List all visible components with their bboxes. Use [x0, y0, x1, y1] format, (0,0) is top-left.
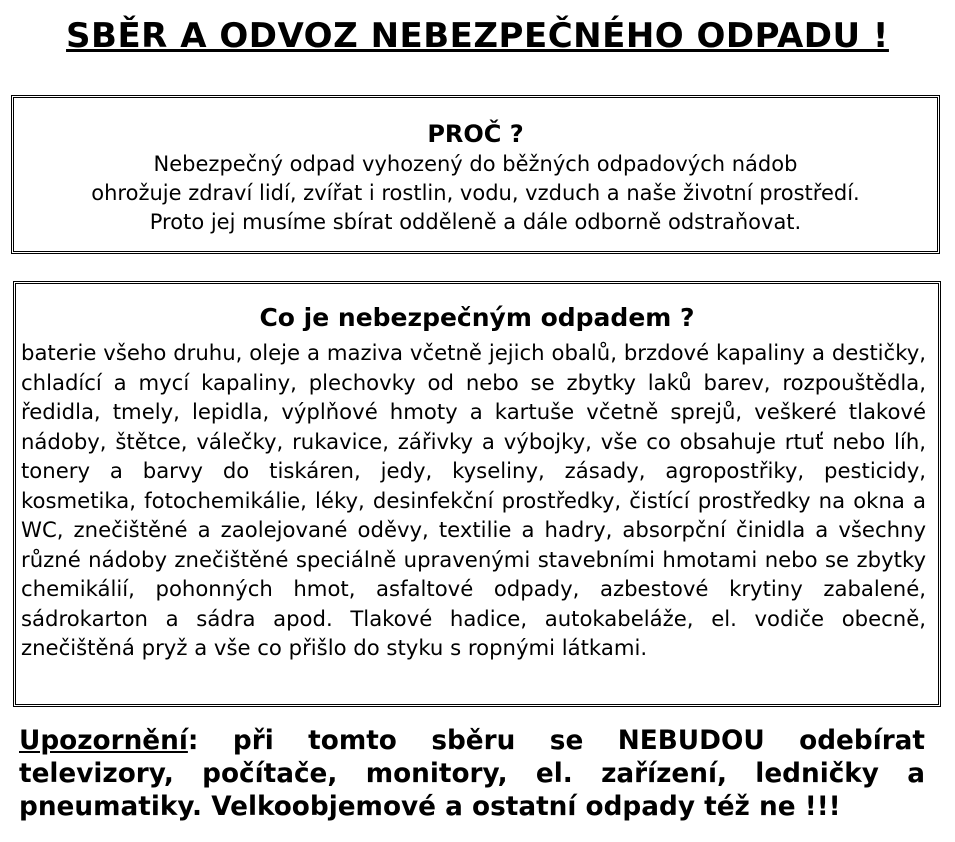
- warning-separator: :: [187, 726, 199, 756]
- warning-label: Upozornění: [19, 726, 188, 756]
- why-line-3: Proto jej musíme sbírat odděleně a dále odborně odstraňovat.: [149, 210, 802, 234]
- what-description: baterie všeho druhu, oleje a maziva včetně jejich obalů, brzdové kapaliny a destičky, chladící a mycí kapaliny, plechovky od nebo se zbytky laků barev, rozpouštědla, ředidla, tmely, lepidla, výplňové hmoty a kartuše včetně sprejů, veškeré tlakové nádoby, štětce, válečky, rukavice, zářivky a výbojky, vše co obsahuje rtuť nebo líh, tonery a barvy do tiskáren, jedy, kyseliny, zásady, agropostřiky, pesticidy, kosmetika, fotochemikálie, léky, desinfekční prostředky, čistící prostředky na okna a WC, znečištěné a zaolejované oděvy, textilie a hadry, absorpční činidla a všechny různé nádoby znečištěné speciálně upravenými stavebními hmotami nebo se zbytky chemikálií, pohonných hmot, asfaltové odpady, azbestové krytiny zabalené, sádrokarton a sádra apod. Tlakové hadice, autokabeláže, el. vodiče obecně, znečištěná pryž a vše co přišlo do styku s ropnými látkami.: [21, 340, 926, 660]
- why-line-2: ohrožuje zdraví lidí, zvířat i rostlin, vodu, vzduch a naše životní prostředí.: [91, 181, 860, 205]
- warning-text: při tomto sběru se NEBUDOU odebírat televizory, počítače, monitory, el. zařízení, ledničky a pneumatiky. Velkoobjemové a ostatní odpady též ne !!!: [19, 726, 925, 822]
- why-line-1: Nebezpečný odpad vyhozený do běžných odpadových nádob: [153, 152, 798, 176]
- what-heading: Co je nebezpečným odpadem ?: [259, 303, 695, 332]
- why-box: [11, 95, 940, 254]
- warning-notice: [19, 725, 925, 824]
- page-title: SBĚR A ODVOZ NEBEZPEČNÉHO ODPADU !: [66, 16, 889, 56]
- why-heading: PROČ ?: [427, 120, 524, 148]
- what-box: [13, 281, 941, 707]
